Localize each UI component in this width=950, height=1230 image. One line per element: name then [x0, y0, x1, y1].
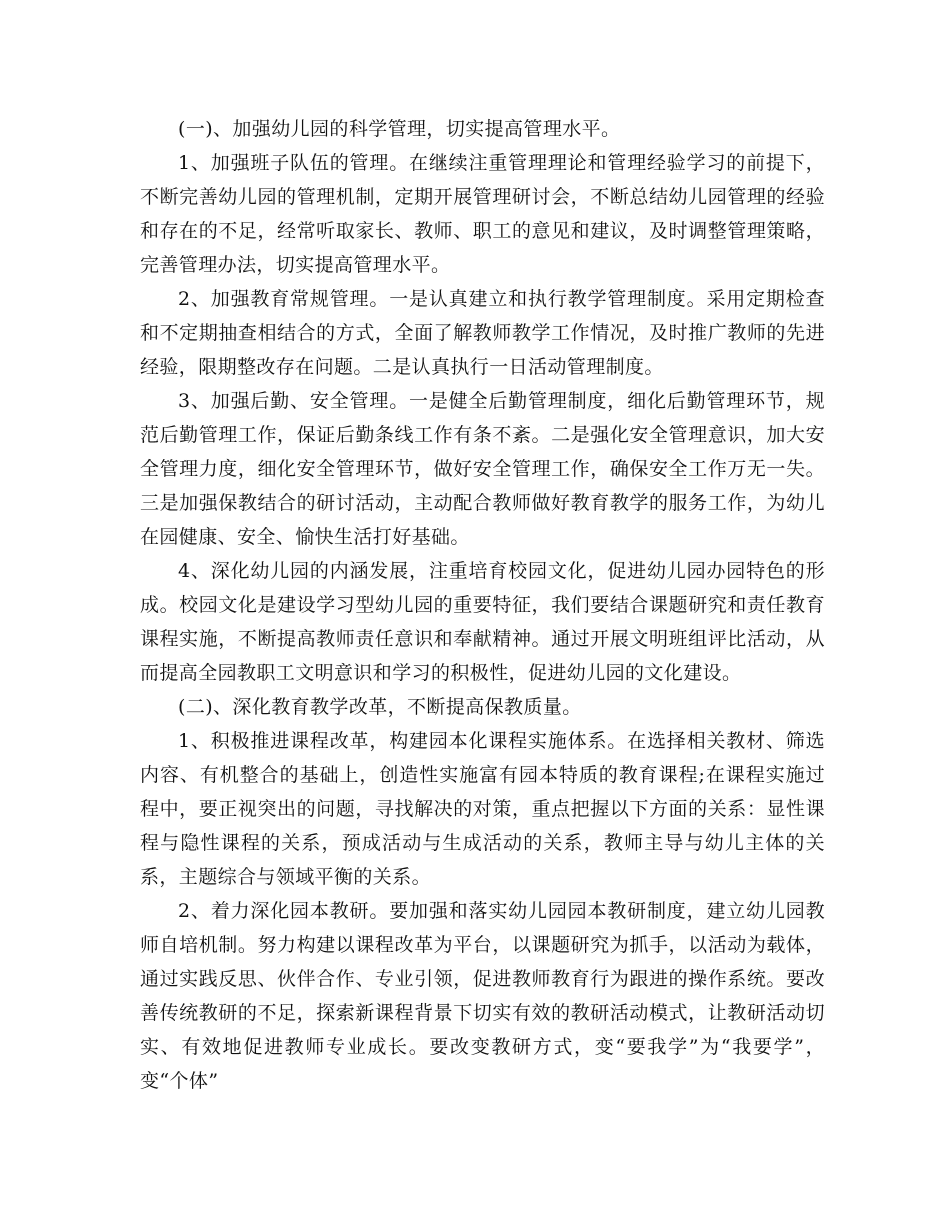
paragraph-logistics-safety: 3、加强后勤、安全管理。一是健全后勤管理制度，细化后勤管理环节，规范后勤管理工作，保证后勤条线工作有条不紊。二是强化安全管理意识，加大安全管理力度，细化安全管理环节，做好安全管理工作，确保安全工作万无一失。三是加强保教结合的研讨活动，主动配合教师做好教育教学的服务工作，为幼儿在园健康、安全、愉快生活打好基础。 — [140, 390, 825, 548]
paragraph-school-research: 2、着力深化园本教研。要加强和落实幼儿园园本教研制度，建立幼儿园教师自培机制。努力构建以课程改革为平台，以课题研究为抓手，以活动为载体，通过实践反思、伙伴合作、专业引领，促进教师教育行为跟进的操作系统。要改善传统教研的不足，探索新课程背景下切实有效的教研活动模式，让教研活动切实、有效地促进教师专业成长。要改变教研方式，变“要我学”为“我要学”，变“个体” — [140, 900, 825, 1092]
document-page — [140, 112, 825, 1098]
paragraph-campus-culture: 4、深化幼儿园的内涵发展，注重培育校园文化，促进幼儿园办园特色的形成。校园文化是建设学习型幼儿园的重要特征，我们要结合课题研究和责任教育课程实施，不断提高教师责任意识和奉献精神。通过开展文明班组评比活动，从而提高全园教职工文明意识和学习的积极性，促进幼儿园的文化建设。 — [140, 560, 825, 684]
paragraph-routine-management: 2、加强教育常规管理。一是认真建立和执行教学管理制度。采用定期检查和不定期抽查相结合的方式，全面了解教师教学工作情况，及时推广教师的先进经验，限期整改存在问题。二是认真执行一日活动管理制度。 — [140, 288, 825, 378]
paragraph-curriculum-reform: 1、积极推进课程改革，构建园本化课程实施体系。在选择相关教材、筛选内容、有机整合的基础上，创造性实施富有园本特质的教育课程;在课程实施过程中，要正视突出的问题，寻找解决的对策，重点把握以下方面的关系：显性课程与隐性课程的关系，预成活动与生成活动的关系，教师主导与幼儿主体的关系，主题综合与领域平衡的关系。 — [140, 730, 825, 888]
section-heading-1: (一)、加强幼儿园的科学管理，切实提高管理水平。 — [178, 118, 621, 140]
section-heading-2: (二)、深化教育教学改革，不断提高保教质量。 — [178, 696, 582, 718]
paragraph-leadership-management: 1、加强班子队伍的管理。在继续注重管理理论和管理经验学习的前提下，不断完善幼儿园的管理机制，定期开展管理研讨会，不断总结幼儿园管理的经验和存在的不足，经常听取家长、教师、职工的意见和建议，及时调整管理策略，完善管理办法，切实提高管理水平。 — [140, 152, 825, 276]
